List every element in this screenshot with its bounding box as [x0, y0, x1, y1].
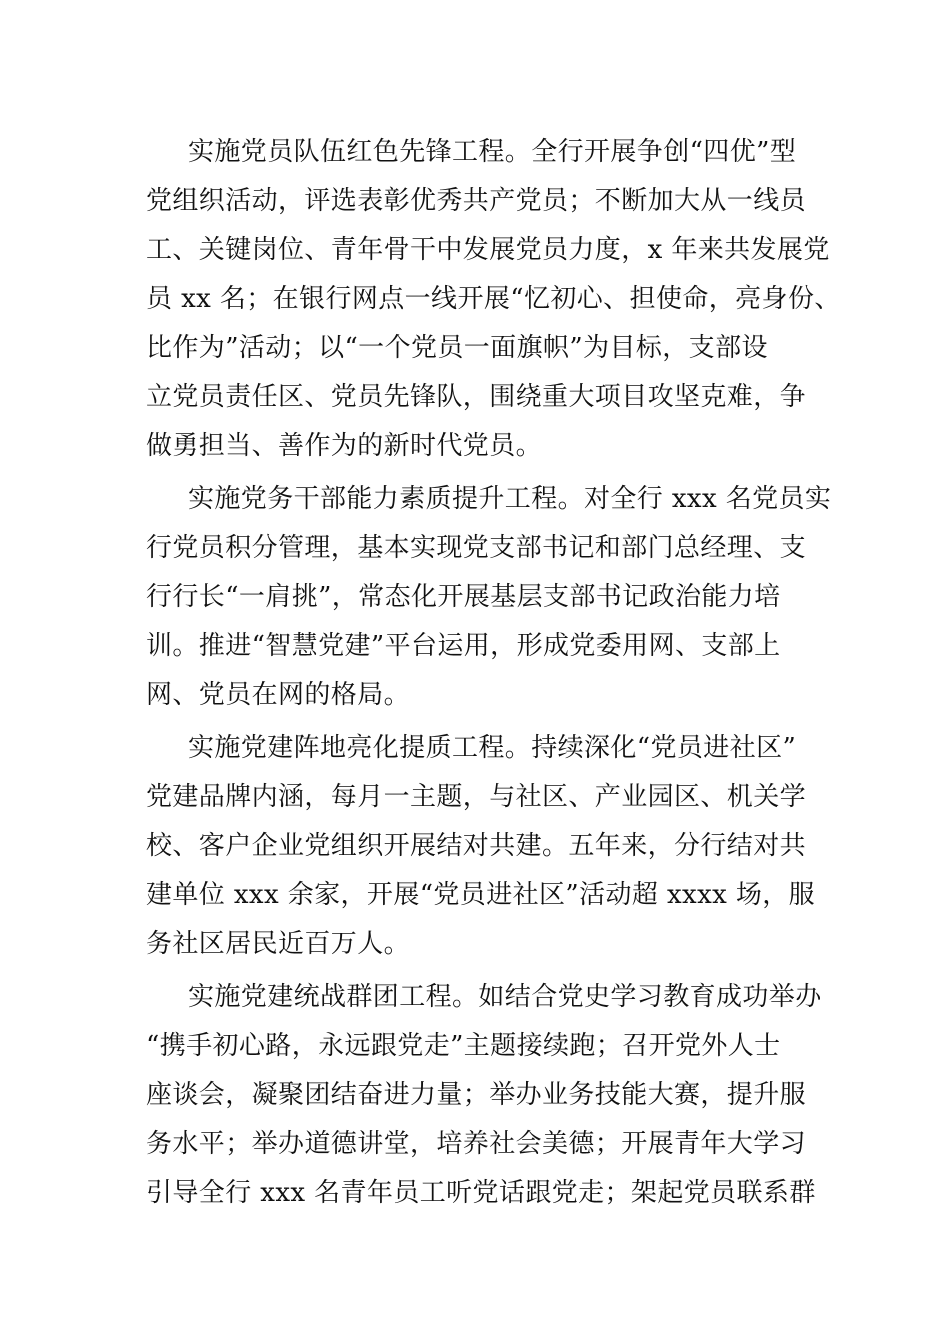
paragraph-line: 行行长“一肩挑”，常态化开展基层支部书记政治能力培 [146, 582, 781, 612]
paragraph-line: 实施党员队伍红色先锋工程。全行开展争创“四优”型 [188, 137, 797, 167]
paragraph-line: 做勇担当、善作为的新时代党员。 [146, 431, 543, 461]
paragraph-line: 务水平；举办道德讲堂，培养社会美德；开展青年大学习 [146, 1129, 807, 1159]
paragraph-line: 座谈会，凝聚团结奋进力量；举办业务技能大赛，提升服 [146, 1080, 807, 1110]
paragraph-line: 党组织活动，评选表彰优秀共产党员；不断加大从一线员 [146, 186, 807, 216]
paragraph-line: 训。推进“智慧党建”平台运用，形成党委用网、支部上 [146, 631, 781, 661]
paragraph-line: 建单位 xxx 余家，开展“党员进社区”活动超 xxxx 场，服 [146, 880, 816, 910]
paragraph-line: 引导全行 xxx 名青年员工听党话跟党走；架起党员联系群 [146, 1178, 816, 1208]
paragraph-line: 党建品牌内涵，每月一主题，与社区、产业园区、机关学 [146, 782, 807, 812]
paragraph-line: 实施党建统战群团工程。如结合党史学习教育成功举办 [188, 982, 822, 1012]
paragraph-line: 校、客户企业党组织开展结对共建。五年来，分行结对共 [146, 831, 807, 861]
paragraph-line: 务社区居民近百万人。 [146, 929, 411, 959]
paragraph-line: 网、党员在网的格局。 [146, 680, 411, 710]
paragraph-line: 实施党务干部能力素质提升工程。对全行 xxx 名党员实 [188, 484, 832, 514]
paragraph-line: 工、关键岗位、青年骨干中发展党员力度，x 年来共发展党 [146, 235, 830, 265]
paragraph-line: 行党员积分管理，基本实现党支部书记和部门总经理、支 [146, 533, 807, 563]
paragraph-line: “携手初心路，永远跟党走”主题接续跑；召开党外人士 [146, 1031, 781, 1061]
paragraph-line: 实施党建阵地亮化提质工程。持续深化“党员进社区” [188, 733, 797, 763]
paragraph-line: 员 xx 名；在银行网点一线开展“忆初心、担使命，亮身份、 [146, 284, 841, 314]
paragraph-line: 立党员责任区、党员先锋队，围绕重大项目攻坚克难，争 [146, 382, 807, 412]
paragraph-line: 比作为”活动；以“一个党员一面旗帜”为目标，支部设 [146, 333, 768, 363]
